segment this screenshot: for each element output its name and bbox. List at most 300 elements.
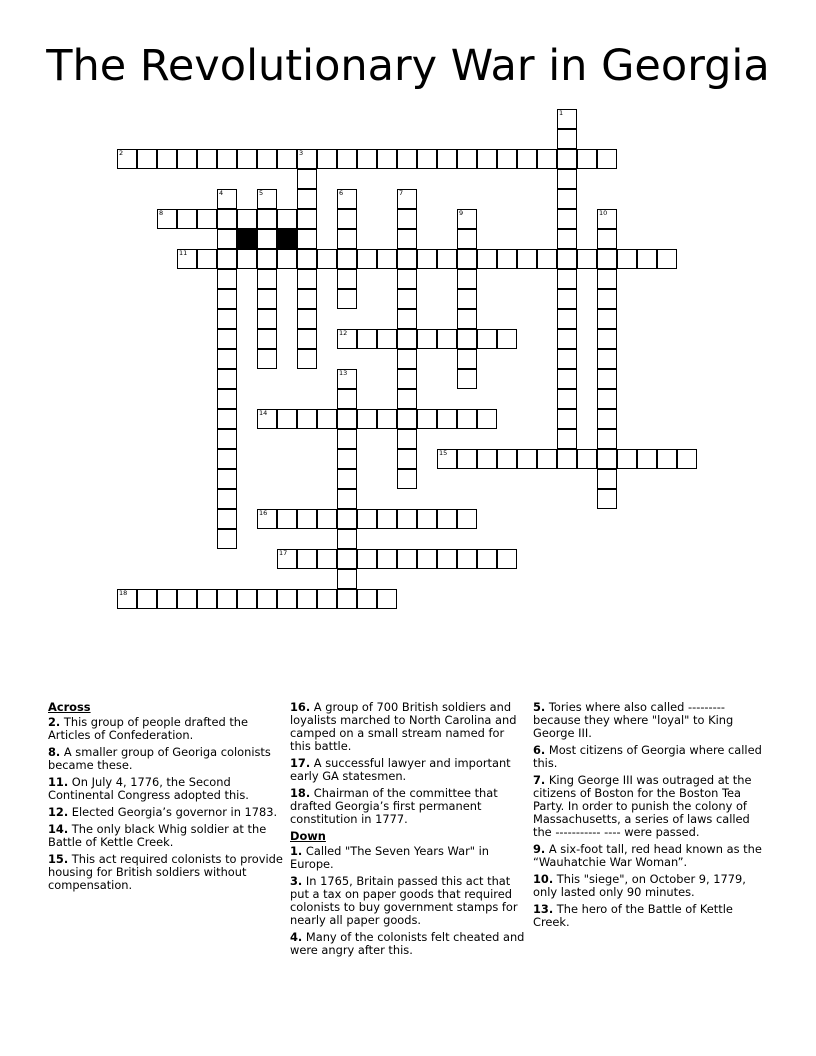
grid-cell[interactable]: [217, 389, 237, 409]
cell-number: 5: [259, 189, 264, 197]
grid-cell[interactable]: [217, 509, 237, 529]
down-clue: [533, 774, 768, 839]
grid-cell[interactable]: [217, 189, 237, 209]
grid-cell[interactable]: [397, 549, 417, 569]
clues-column-2: [290, 701, 525, 961]
grid-cell[interactable]: [217, 269, 237, 289]
grid-cell[interactable]: [577, 149, 597, 169]
grid-cell[interactable]: [637, 249, 657, 269]
down-clue: [533, 873, 768, 899]
grid-cell[interactable]: [537, 249, 557, 269]
grid-cell[interactable]: [557, 129, 577, 149]
grid-cell[interactable]: [397, 149, 417, 169]
grid-cell[interactable]: [297, 549, 317, 569]
grid-cell[interactable]: [277, 149, 297, 169]
grid-cell[interactable]: [217, 229, 237, 249]
grid-cell[interactable]: [257, 149, 277, 169]
grid-cell[interactable]: [337, 229, 357, 249]
grid-cell[interactable]: [617, 249, 637, 269]
cell-number: 14: [259, 409, 268, 417]
clue-number: 11.: [48, 775, 69, 789]
grid-cell[interactable]: [337, 409, 357, 429]
grid-cell[interactable]: [237, 149, 257, 169]
clue-number: 18.: [290, 786, 311, 800]
cell-number: 10: [599, 209, 608, 217]
grid-cell[interactable]: [277, 589, 297, 609]
grid-cell[interactable]: [457, 209, 477, 229]
clue-number: 17.: [290, 756, 311, 770]
grid-cell[interactable]: [477, 249, 497, 269]
grid-cell[interactable]: [337, 149, 357, 169]
grid-cell[interactable]: [217, 489, 237, 509]
down-clue: [290, 875, 525, 927]
down-clue-list-continued: [533, 701, 768, 929]
grid-cell[interactable]: [497, 149, 517, 169]
clue-number: 12.: [48, 805, 69, 819]
grid-cell[interactable]: [117, 589, 137, 609]
grid-cell[interactable]: [597, 329, 617, 349]
grid-cell[interactable]: [557, 209, 577, 229]
clue-text: The only black Whig soldier at the Battle of Kettle Creek.: [48, 822, 267, 849]
cell-number: 13: [339, 369, 348, 377]
grid-cell[interactable]: [457, 249, 477, 269]
grid-cell[interactable]: [437, 329, 457, 349]
grid-cell[interactable]: [457, 149, 477, 169]
grid-cell[interactable]: [437, 249, 457, 269]
clue-text: This "siege", on October 9, 1779, only lasted only 90 minutes.: [533, 872, 746, 899]
down-heading: Down: [290, 829, 326, 843]
grid-cell[interactable]: [557, 109, 577, 129]
grid-cell[interactable]: [217, 529, 237, 549]
grid-cell[interactable]: [557, 309, 577, 329]
grid-cell[interactable]: [337, 389, 357, 409]
grid-cell[interactable]: [137, 589, 157, 609]
grid-cell[interactable]: [377, 149, 397, 169]
grid-cell[interactable]: [457, 549, 477, 569]
grid-cell[interactable]: [397, 509, 417, 529]
grid-cell[interactable]: [437, 509, 457, 529]
across-clue: [48, 823, 283, 849]
grid-cell[interactable]: [477, 449, 497, 469]
grid-cell[interactable]: [297, 289, 317, 309]
grid-cell[interactable]: [557, 189, 577, 209]
grid-cell[interactable]: [257, 309, 277, 329]
grid-cell[interactable]: [217, 249, 237, 269]
grid-cell[interactable]: [217, 209, 237, 229]
grid-cell[interactable]: [157, 209, 177, 229]
cell-number: 17: [279, 549, 288, 557]
grid-cell[interactable]: [417, 149, 437, 169]
across-clue: [48, 776, 283, 802]
grid-cell[interactable]: [397, 449, 417, 469]
grid-cell[interactable]: [597, 249, 617, 269]
clue-number: 6.: [533, 743, 546, 757]
grid-cell[interactable]: [597, 489, 617, 509]
grid-cell[interactable]: [397, 289, 417, 309]
across-clue: [290, 701, 525, 753]
clues-column-3: [533, 701, 768, 933]
grid-cell[interactable]: [397, 429, 417, 449]
grid-cell[interactable]: [557, 449, 577, 469]
clue-number: 5.: [533, 700, 546, 714]
grid-cell[interactable]: [217, 289, 237, 309]
grid-cell[interactable]: [217, 309, 237, 329]
grid-cell[interactable]: [397, 309, 417, 329]
grid-cell[interactable]: [597, 389, 617, 409]
grid-cell[interactable]: [257, 589, 277, 609]
grid-cell[interactable]: [397, 409, 417, 429]
grid-cell[interactable]: [297, 329, 317, 349]
clue-number: 4.: [290, 930, 303, 944]
grid-cell[interactable]: [317, 509, 337, 529]
across-heading: Across: [48, 700, 91, 714]
clue-text: A six-foot tall, red head known as the “Wauhatchie War Woman”.: [533, 842, 762, 869]
grid-cell[interactable]: [217, 149, 237, 169]
grid-cell[interactable]: [557, 409, 577, 429]
across-clue-list-continued: [290, 701, 525, 826]
grid-cell[interactable]: [497, 249, 517, 269]
grid-cell[interactable]: [337, 549, 357, 569]
grid-cell[interactable]: [457, 349, 477, 369]
grid-cell[interactable]: [457, 449, 477, 469]
grid-cell[interactable]: [477, 549, 497, 569]
grid-cell[interactable]: [457, 229, 477, 249]
grid-cell[interactable]: [517, 449, 537, 469]
grid-cell[interactable]: [197, 209, 217, 229]
grid-cell[interactable]: [597, 449, 617, 469]
grid-cell[interactable]: [257, 329, 277, 349]
grid-cell[interactable]: [217, 329, 237, 349]
clue-text: Chairman of the committee that drafted Georgia’s first permanent constitution in 1777.: [290, 786, 498, 826]
grid-cell[interactable]: [197, 149, 217, 169]
grid-cell[interactable]: [237, 249, 257, 269]
grid-cell[interactable]: [417, 509, 437, 529]
grid-cell[interactable]: [437, 409, 457, 429]
grid-cell[interactable]: [557, 389, 577, 409]
grid-cell[interactable]: [397, 189, 417, 209]
clue-text: Many of the colonists felt cheated and were angry after this.: [290, 930, 525, 957]
grid-cell[interactable]: [317, 149, 337, 169]
grid-cell[interactable]: [277, 209, 297, 229]
grid-cell[interactable]: [237, 589, 257, 609]
grid-cell[interactable]: [537, 449, 557, 469]
grid-cell[interactable]: [257, 209, 277, 229]
down-clue: [533, 903, 768, 929]
grid-cell[interactable]: [117, 149, 137, 169]
grid-cell[interactable]: [377, 549, 397, 569]
grid-cell[interactable]: [597, 409, 617, 429]
grid-cell[interactable]: [517, 249, 537, 269]
grid-cell[interactable]: [357, 409, 377, 429]
grid-cell[interactable]: [397, 349, 417, 369]
grid-block-cell: [277, 229, 297, 249]
grid-cell[interactable]: [597, 289, 617, 309]
grid-cell[interactable]: [297, 189, 317, 209]
cell-number: 18: [119, 589, 128, 597]
down-clue: [290, 931, 525, 957]
grid-cell[interactable]: [337, 489, 357, 509]
grid-cell[interactable]: [597, 369, 617, 389]
clue-text: Tories where also called --------- because they where "loyal" to King George III.: [533, 700, 734, 740]
grid-cell[interactable]: [457, 409, 477, 429]
grid-cell[interactable]: [137, 149, 157, 169]
grid-cell[interactable]: [477, 409, 497, 429]
clue-number: 8.: [48, 745, 61, 759]
grid-cell[interactable]: [457, 369, 477, 389]
grid-cell[interactable]: [557, 329, 577, 349]
grid-cell[interactable]: [177, 149, 197, 169]
across-clue: [290, 787, 525, 826]
grid-cell[interactable]: [437, 549, 457, 569]
grid-cell[interactable]: [217, 369, 237, 389]
grid-cell[interactable]: [417, 549, 437, 569]
grid-cell[interactable]: [377, 329, 397, 349]
grid-cell[interactable]: [357, 589, 377, 609]
grid-cell[interactable]: [457, 289, 477, 309]
grid-cell[interactable]: [437, 449, 457, 469]
grid-cell[interactable]: [577, 249, 597, 269]
clue-number: 15.: [48, 852, 69, 866]
grid-cell[interactable]: [297, 589, 317, 609]
grid-cell[interactable]: [277, 549, 297, 569]
grid-cell[interactable]: [457, 329, 477, 349]
grid-cell[interactable]: [317, 249, 337, 269]
grid-cell[interactable]: [297, 309, 317, 329]
grid-cell[interactable]: [197, 589, 217, 609]
grid-cell[interactable]: [397, 229, 417, 249]
grid-cell[interactable]: [337, 369, 357, 389]
grid-cell[interactable]: [597, 229, 617, 249]
down-clue: [290, 845, 525, 871]
grid-cell[interactable]: [397, 209, 417, 229]
clue-text: Called "The Seven Years War" in Europe.: [290, 844, 489, 871]
clue-number: 10.: [533, 872, 554, 886]
grid-cell[interactable]: [597, 209, 617, 229]
grid-cell[interactable]: [657, 449, 677, 469]
grid-cell[interactable]: [557, 349, 577, 369]
grid-cell[interactable]: [477, 329, 497, 349]
grid-cell[interactable]: [217, 349, 237, 369]
clue-text: This act required colonists to provide housing for British soldiers without compensation.: [48, 852, 283, 892]
cell-number: 1: [559, 109, 564, 117]
across-clue: [290, 757, 525, 783]
grid-cell[interactable]: [217, 449, 237, 469]
grid-cell[interactable]: [557, 229, 577, 249]
grid-cell[interactable]: [457, 509, 477, 529]
grid-cell[interactable]: [577, 449, 597, 469]
grid-cell[interactable]: [257, 269, 277, 289]
grid-cell[interactable]: [297, 269, 317, 289]
grid-cell[interactable]: [297, 509, 317, 529]
grid-cell[interactable]: [337, 509, 357, 529]
grid-cell[interactable]: [357, 249, 377, 269]
clue-text: A smaller group of Georiga colonists became these.: [48, 745, 271, 772]
grid-cell[interactable]: [217, 409, 237, 429]
grid-cell[interactable]: [157, 149, 177, 169]
cell-number: 11: [179, 249, 188, 257]
grid-cell[interactable]: [257, 409, 277, 429]
grid-cell[interactable]: [417, 329, 437, 349]
grid-cell[interactable]: [557, 289, 577, 309]
clue-text: King George III was outraged at the citizens of Boston for the Boston Tea Party. In order to punish the colony of Massachusetts, a series of laws called the ----------- ---- were passed.: [533, 773, 752, 839]
grid-cell[interactable]: [297, 409, 317, 429]
grid-cell[interactable]: [417, 249, 437, 269]
clues-column-1: [48, 701, 283, 896]
clue-text: On July 4, 1776, the Second Continental Congress adopted this.: [48, 775, 249, 802]
grid-cell[interactable]: [257, 289, 277, 309]
grid-cell[interactable]: [657, 249, 677, 269]
clue-number: 2.: [48, 715, 61, 729]
clue-number: 7.: [533, 773, 546, 787]
grid-cell[interactable]: [377, 509, 397, 529]
cell-number: 15: [439, 449, 448, 457]
grid-cell[interactable]: [337, 569, 357, 589]
grid-cell[interactable]: [497, 549, 517, 569]
grid-cell[interactable]: [377, 409, 397, 429]
grid-cell[interactable]: [377, 249, 397, 269]
clue-number: 14.: [48, 822, 69, 836]
grid-cell[interactable]: [557, 369, 577, 389]
grid-cell[interactable]: [217, 429, 237, 449]
grid-cell[interactable]: [597, 429, 617, 449]
clue-text: The hero of the Battle of Kettle Creek.: [533, 902, 733, 929]
grid-cell[interactable]: [337, 589, 357, 609]
grid-cell[interactable]: [337, 289, 357, 309]
grid-cell[interactable]: [477, 149, 497, 169]
grid-cell[interactable]: [557, 169, 577, 189]
grid-cell[interactable]: [557, 429, 577, 449]
grid-cell[interactable]: [397, 269, 417, 289]
clue-number: 1.: [290, 844, 303, 858]
grid-cell[interactable]: [557, 269, 577, 289]
grid-cell[interactable]: [357, 329, 377, 349]
cell-number: 7: [399, 189, 404, 197]
cell-number: 3: [299, 149, 304, 157]
grid-cell[interactable]: [357, 549, 377, 569]
grid-cell[interactable]: [457, 269, 477, 289]
grid-cell[interactable]: [377, 589, 397, 609]
grid-cell[interactable]: [217, 469, 237, 489]
grid-cell[interactable]: [417, 409, 437, 429]
grid-cell[interactable]: [277, 249, 297, 269]
cell-number: 16: [259, 509, 268, 517]
grid-cell[interactable]: [397, 369, 417, 389]
grid-cell[interactable]: [437, 149, 457, 169]
grid-cell[interactable]: [337, 189, 357, 209]
grid-cell[interactable]: [517, 149, 537, 169]
grid-cell[interactable]: [597, 309, 617, 329]
grid-cell[interactable]: [337, 449, 357, 469]
down-clue: [533, 843, 768, 869]
grid-cell[interactable]: [337, 269, 357, 289]
clue-text: A successful lawyer and important early GA statesmen.: [290, 756, 511, 783]
cell-number: 12: [339, 329, 348, 337]
grid-cell[interactable]: [397, 469, 417, 489]
grid-cell[interactable]: [317, 589, 337, 609]
grid-cell[interactable]: [297, 149, 317, 169]
cell-number: 4: [219, 189, 224, 197]
cell-number: 8: [159, 209, 164, 217]
clue-number: 13.: [533, 902, 554, 916]
grid-cell[interactable]: [397, 249, 417, 269]
grid-cell[interactable]: [257, 349, 277, 369]
grid-cell[interactable]: [637, 449, 657, 469]
grid-cell[interactable]: [597, 149, 617, 169]
clue-number: 16.: [290, 700, 311, 714]
grid-cell[interactable]: [497, 449, 517, 469]
grid-cell[interactable]: [677, 449, 697, 469]
down-clue-list: [290, 845, 525, 957]
clue-number: 3.: [290, 874, 303, 888]
grid-cell[interactable]: [457, 309, 477, 329]
grid-cell[interactable]: [177, 249, 197, 269]
grid-cell[interactable]: [317, 409, 337, 429]
grid-cell[interactable]: [297, 349, 317, 369]
down-clue: [533, 701, 768, 740]
grid-cell[interactable]: [177, 209, 197, 229]
grid-cell[interactable]: [257, 229, 277, 249]
across-clue: [48, 853, 283, 892]
grid-cell[interactable]: [337, 529, 357, 549]
grid-cell[interactable]: [297, 169, 317, 189]
grid-cell[interactable]: [597, 469, 617, 489]
grid-cell[interactable]: [297, 209, 317, 229]
cell-number: 9: [459, 209, 464, 217]
clue-text: A group of 700 British soldiers and loyalists marched to North Carolina and camped on a small stream named for this battle.: [290, 700, 517, 753]
grid-cell[interactable]: [597, 349, 617, 369]
grid-cell[interactable]: [257, 249, 277, 269]
clue-text: Most citizens of Georgia where called this.: [533, 743, 762, 770]
across-clue: [48, 716, 283, 742]
grid-cell[interactable]: [537, 149, 557, 169]
grid-cell[interactable]: [557, 249, 577, 269]
grid-cell[interactable]: [257, 189, 277, 209]
grid-cell[interactable]: [357, 509, 377, 529]
grid-cell[interactable]: [337, 429, 357, 449]
grid-cell[interactable]: [237, 209, 257, 229]
across-clue: [48, 746, 283, 772]
grid-cell[interactable]: [397, 329, 417, 349]
grid-cell[interactable]: [337, 329, 357, 349]
grid-cell[interactable]: [497, 329, 517, 349]
grid-cell[interactable]: [277, 509, 297, 529]
cell-number: 6: [339, 189, 344, 197]
grid-cell[interactable]: [297, 249, 317, 269]
grid-cell[interactable]: [617, 449, 637, 469]
grid-cell[interactable]: [357, 149, 377, 169]
grid-cell[interactable]: [277, 409, 297, 429]
grid-cell[interactable]: [317, 549, 337, 569]
grid-cell[interactable]: [557, 149, 577, 169]
grid-cell[interactable]: [337, 469, 357, 489]
cell-number: 2: [119, 149, 124, 157]
down-clue: [533, 744, 768, 770]
clue-text: This group of people drafted the Articles of Confederation.: [48, 715, 249, 742]
grid-cell[interactable]: [297, 229, 317, 249]
grid-cell[interactable]: [217, 589, 237, 609]
page-title: The Revolutionary War in Georgia: [46, 41, 770, 91]
grid-cell[interactable]: [597, 269, 617, 289]
grid-cell[interactable]: [337, 209, 357, 229]
clue-text: In 1765, Britain passed this act that put a tax on paper goods that required colonists to buy government stamps for nearly all paper goods.: [290, 874, 518, 927]
grid-cell[interactable]: [177, 589, 197, 609]
clue-number: 9.: [533, 842, 546, 856]
grid-cell[interactable]: [157, 589, 177, 609]
grid-cell[interactable]: [197, 249, 217, 269]
grid-cell[interactable]: [257, 509, 277, 529]
grid-cell[interactable]: [397, 389, 417, 409]
grid-cell[interactable]: [337, 249, 357, 269]
